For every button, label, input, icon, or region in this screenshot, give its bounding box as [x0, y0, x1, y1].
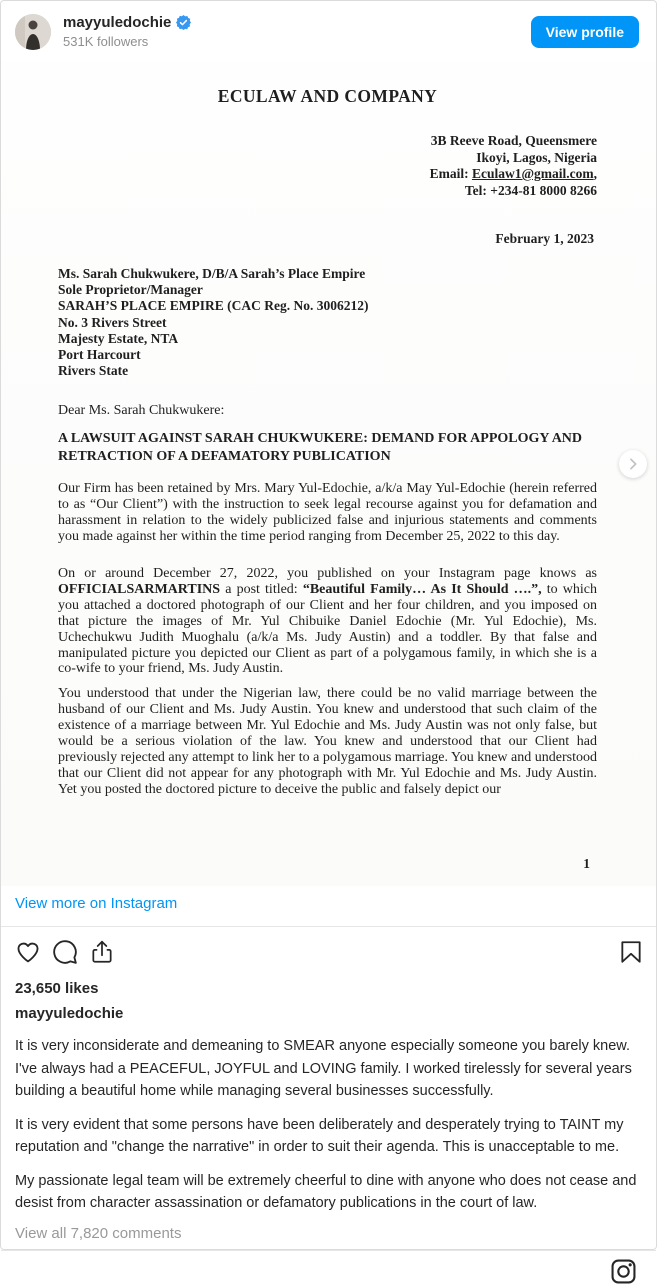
carousel-next-button[interactable] [619, 450, 647, 478]
recipient-line: Rivers State [58, 363, 129, 379]
letter-page-number: 1 [583, 856, 590, 871]
letter-subject: A LAWSUIT AGAINST SARAH CHUKWUKERE: DEMAND FOR APPOLOGY AND RETRACTION OF A DEFAMATORY PUBLICATION [58, 431, 583, 464]
email-address: Eculaw1@gmail.com [471, 166, 594, 181]
post-image-letter[interactable] [1, 61, 656, 886]
letter-paragraph-2: On or around December 27, 2022, you published on your Instagram page knows as OFFICIALSARMARTINS a post titled: “Beautiful Family… As It Should ….”, to which you attached a doctored photograph of our Client and her four children, and you imposed on that picture the images of Mr. Yul Chibuike Daniel Edochie (Mr. Yul Edochie), Ms. Uchechukwu Judith Muoghalu (a/k/a Ms. Judy Austin) and a toddler. By that false and manipulated picture you depicted our Client as part of a polygamous family, in which she is a co-wife to your friend, Ms. Judy Austin. [58, 566, 598, 677]
header-text [63, 14, 191, 51]
comment-button[interactable] [52, 939, 78, 965]
caption-text [1, 1035, 656, 1215]
share-icon [89, 939, 115, 965]
recipient-line: Ms. Sarah Chukwukere, D/B/A Sarah’s Place Empire [58, 266, 366, 281]
view-profile-button[interactable]: View profile [531, 16, 639, 48]
address-line: Ikoyi, Lagos, Nigeria [476, 149, 597, 165]
avatar[interactable] [15, 14, 51, 50]
caption-paragraph: It is very inconsiderate and demeaning to SMEAR anyone especially someone you barely knew. I've always had a PEACEFUL, JOYFUL and LOVING family. I worked tirelessly for several years building a beautiful home while managing several businesses successfully. [15, 1038, 632, 1099]
verified-badge-icon [176, 15, 191, 30]
bold-run: “Beautiful Family… As It Should ….”, [302, 581, 542, 597]
save-button[interactable] [618, 939, 644, 965]
letter-date: February 1, 2023 [495, 231, 594, 246]
view-more-row [1, 886, 656, 926]
likes-count[interactable]: 23,650 likes [15, 980, 99, 997]
recipient-line: No. 3 Rivers Street [58, 314, 167, 330]
letter-firm-name: ECULAW AND COMPANY [217, 86, 438, 106]
header-username-label: mayyuledochie [63, 13, 172, 31]
address-tel-line: Tel: +234-81 8000 8266 [464, 182, 597, 198]
header-username[interactable] [63, 14, 191, 33]
address-line: 3B Reeve Road, Queensmere [430, 133, 597, 148]
share-button[interactable] [89, 939, 115, 965]
view-more-link[interactable]: View more on Instagram [15, 895, 178, 912]
recipient-line: Port Harcourt [58, 347, 141, 363]
letter-salutation: Dear Ms. Sarah Chukwukere: [58, 403, 225, 419]
address-email-line: Email: Eculaw1@gmail.com, [429, 166, 597, 181]
view-all-comments-link[interactable]: View all 7,820 comments [15, 1224, 182, 1242]
letter-recipient-block [58, 266, 597, 379]
heart-icon [15, 939, 41, 965]
recipient-line: SARAH’S PLACE EMPIRE (CAC Reg. No. 3006212) [58, 298, 369, 314]
followers-count: 531K followers [63, 34, 149, 50]
caption-paragraph: It is very evident that some persons have been deliberately and desperately trying to TAINT my reputation and "change the narrative" in order to suit their agenda. This is unacceptable to me. [15, 1116, 624, 1155]
caption-username[interactable]: mayyuledochie [15, 1005, 124, 1022]
recipient-line: Majesty Estate, NTA [58, 330, 179, 346]
post-header [1, 1, 656, 61]
bottom-row [1, 1250, 656, 1284]
bookmark-icon [618, 939, 644, 965]
comment-icon [52, 939, 78, 965]
letter-paragraph-3: You understood that under the Nigerian law, there could be no valid marriage between the husband of our Client and Ms. Judy Austin. You knew and understood that such claim of the existence of a marriage between Mr. Yul Edochie and Ms. Judy Austin was not only false, but would be a serious violation of the law. You knew and understood that our Client had previously rejected any attempt to link her to a polygamous marriage. You knew and understood that our Client did not appear for any photograph with Mr. Yul Edochie and Ms. Judy Austin. Yet you posted the doctored picture to deceive the public and falsely depict our [58, 686, 597, 797]
caption-paragraph: My passionate legal team will be extremely cheerful to dine with anyone who does not cease and desist from character assassination or defamatory publications in the court of law. [15, 1172, 637, 1211]
like-button[interactable] [15, 939, 41, 965]
recipient-line: Sole Proprietor/Manager [58, 282, 203, 298]
chevron-right-icon [625, 456, 641, 472]
bold-run: OFFICIALSARMARTINS [58, 581, 221, 597]
letter-sender-address [58, 133, 597, 199]
actions-row [1, 926, 656, 973]
avatar-photo [15, 14, 51, 50]
letter-paragraph-1: Our Firm has been retained by Mrs. Mary Yul-Edochie, a/k/a May Yul-Edochie (herein referred to as “Our Client”) with the instruction to seek legal recourse against you for defamation and harassment in relation to the widely publicized false and injurious statements and comments you made against her within the time period ranging from December 25, 2022 to this day. [58, 481, 597, 545]
instagram-logo-icon[interactable] [611, 1259, 636, 1284]
